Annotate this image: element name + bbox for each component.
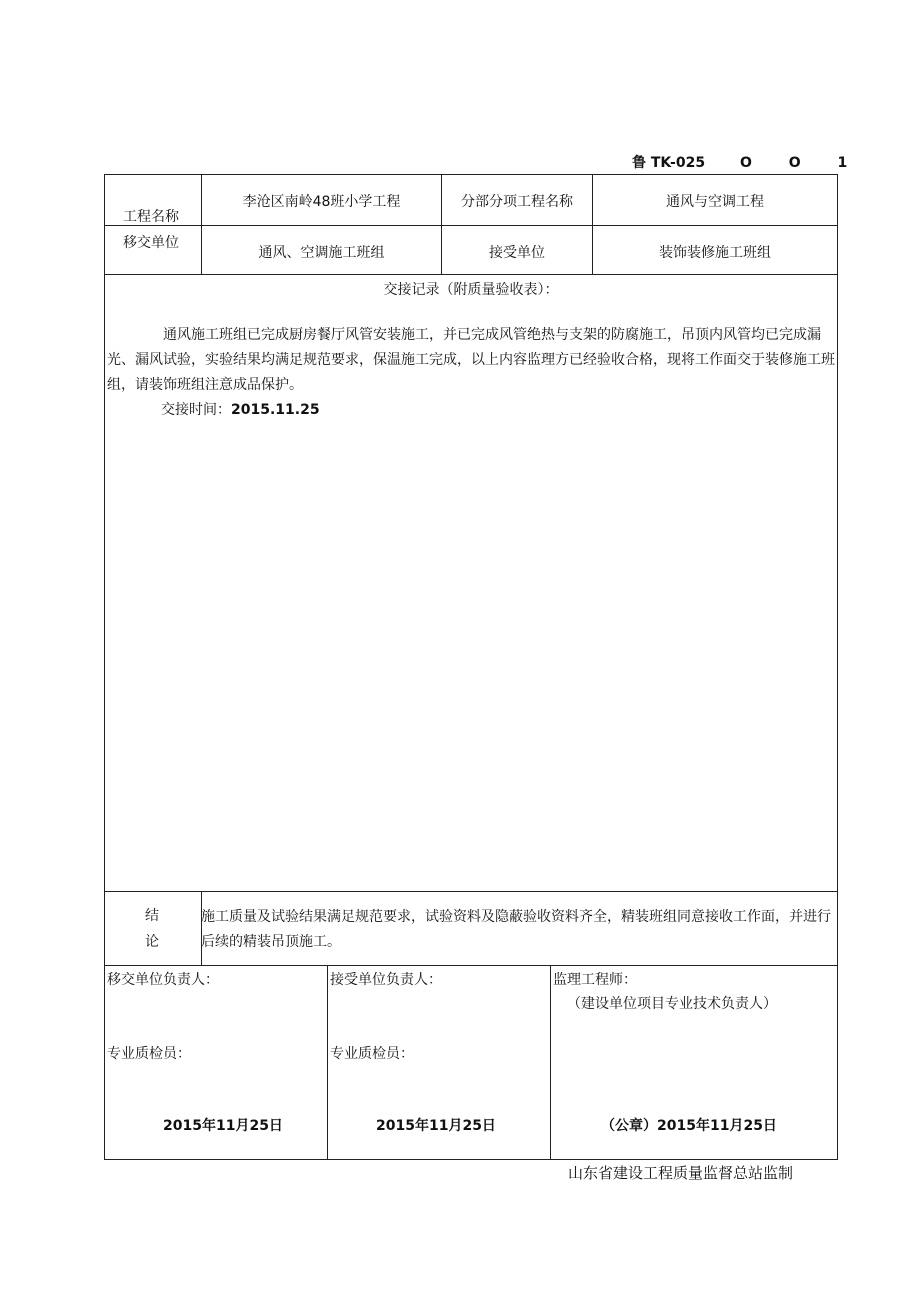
header-bottom-divider	[105, 274, 837, 275]
handover-unit-value: 通风、空调施工班组	[258, 245, 385, 261]
receiving-unit-value: 装饰装修施工班组	[659, 245, 771, 261]
supervisor-label: 监理工程师：	[553, 972, 637, 988]
handover-form	[104, 174, 838, 1160]
subproject-label: 分部分项工程名称	[461, 194, 573, 210]
supervisor-note: （建设单位项目专业技术负责人）	[567, 996, 777, 1012]
handover-responsible-label: 移交单位负责人：	[107, 972, 219, 988]
signature-col-divider-1	[327, 965, 328, 1159]
handover-record-paragraph: 通风施工班组已完成厨房餐厅风管安装施工，并已完成风管绝热与支架的防腐施工，吊顶内风管均已完成漏光、漏风试验，实验结果均满足规范要求，保温施工完成，以上内容监理方已经验收合格，现将工作面交于装修施工班组，请装饰班组注意成品保护。	[107, 327, 835, 393]
handover-unit-label: 移交单位	[123, 235, 179, 251]
conclusion-text: 施工质量及试验结果满足规范要求，试验资料及隐蔽验收资料齐全，精装班组同意接收工作面，并进行后续的精装吊顶施工。	[201, 909, 831, 950]
signature-col-divider-2	[550, 965, 551, 1159]
handover-time	[161, 399, 320, 419]
supervisor-seal-date: （公章）2015年11月25日	[601, 1118, 777, 1134]
handover-record-title: 交接记录（附质量验收表）：	[383, 282, 559, 298]
conclusion-bottom-divider	[105, 965, 837, 966]
project-name-label: 工程名称	[123, 209, 179, 225]
conclusion-top-divider	[105, 891, 837, 892]
document-number	[632, 152, 863, 172]
handover-inspector-label: 专业质检员：	[107, 1046, 191, 1062]
conclusion-label-char-2: 论	[145, 934, 159, 950]
handover-record-body	[107, 323, 835, 398]
project-name-value: 李沧区南岭48班小学工程	[242, 194, 401, 210]
subproject-value: 通风与空调工程	[666, 194, 764, 210]
conclusion-label-char-1: 结	[145, 908, 159, 924]
receiving-unit-label: 接受单位	[489, 245, 545, 261]
handover-date: 2015年11月25日	[163, 1118, 283, 1134]
document-number-prefix: 鲁 TK-025	[632, 155, 706, 171]
footer-issuer: 山东省建设工程质量监督总站监制	[568, 1164, 794, 1182]
header-row-divider	[105, 225, 837, 226]
document-number-sequence: O O 1	[739, 155, 864, 171]
receiving-date: 2015年11月25日	[376, 1118, 496, 1134]
handover-time-value: 2015.11.25	[231, 402, 320, 418]
receiving-responsible-label: 接受单位负责人：	[330, 972, 442, 988]
receiving-inspector-label: 专业质检员：	[330, 1046, 414, 1062]
conclusion-label	[145, 905, 165, 957]
handover-time-label: 交接时间：	[161, 402, 231, 418]
